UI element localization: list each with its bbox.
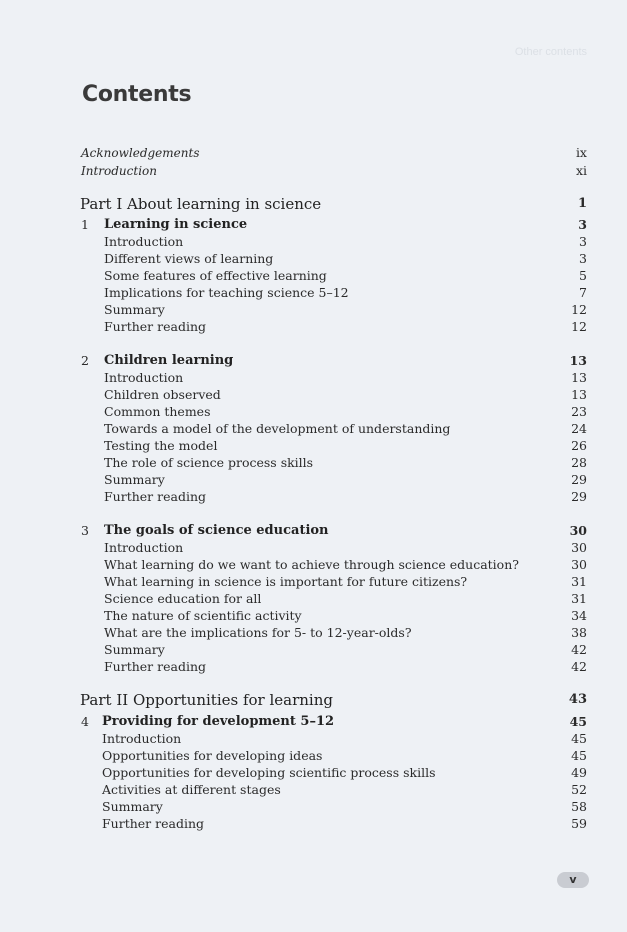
- section-title: The nature of scientific activity: [104, 608, 302, 623]
- chapter-title: Providing for development 5–12: [102, 714, 335, 729]
- section-page: 30: [571, 557, 587, 572]
- section-title: Children observed: [104, 387, 221, 402]
- toc-entry-label: Introduction: [81, 164, 157, 178]
- toc-chapter-3[interactable]: [0, 522, 627, 540]
- section-title: What learning in science is important for future citizens?: [104, 574, 468, 589]
- chapter-title: The goals of science education: [104, 523, 329, 538]
- section-title: Common themes: [104, 404, 211, 419]
- section-page: 45: [571, 748, 587, 763]
- section-title: Some features of effective learning: [104, 268, 327, 283]
- toc-part-label: Part II Opportunities for learning: [80, 691, 333, 709]
- section-page: 3: [579, 234, 587, 249]
- toc-chapter-2[interactable]: [0, 352, 627, 370]
- section-page: 24: [571, 421, 587, 436]
- section-page: 28: [571, 455, 587, 470]
- chapter-number: 1: [81, 217, 89, 232]
- section-page: 31: [571, 591, 587, 606]
- section-title: Introduction: [102, 731, 182, 746]
- section-title: Further reading: [104, 319, 206, 334]
- section-title: Introduction: [104, 370, 184, 385]
- chapter-number: 3: [81, 523, 89, 538]
- toc-section[interactable]: [0, 607, 627, 625]
- section-page: 42: [571, 642, 587, 657]
- section-page: 7: [579, 285, 587, 300]
- section-page: 30: [571, 540, 587, 555]
- section-title: Testing the model: [104, 438, 218, 453]
- toc-part-page: 1: [577, 196, 587, 211]
- section-page: 12: [571, 319, 587, 334]
- chapter-title: Children learning: [104, 353, 234, 368]
- toc-entry-introduction[interactable]: [0, 162, 627, 180]
- toc-section[interactable]: [0, 624, 627, 642]
- toc-section[interactable]: [0, 250, 627, 268]
- section-title: Different views of learning: [104, 251, 274, 266]
- toc-section[interactable]: [0, 641, 627, 659]
- toc-section[interactable]: [0, 267, 627, 285]
- toc-part-2[interactable]: [0, 691, 627, 709]
- toc-section[interactable]: [0, 573, 627, 591]
- section-title: Summary: [104, 472, 165, 487]
- section-page: 45: [571, 731, 587, 746]
- section-title: Towards a model of the development of understanding: [104, 421, 451, 436]
- section-title: Summary: [104, 302, 165, 317]
- toc-part-page: 43: [568, 692, 587, 707]
- toc-section[interactable]: [0, 437, 627, 455]
- toc-section[interactable]: [0, 318, 627, 336]
- toc-section[interactable]: [0, 403, 627, 421]
- section-page: 42: [571, 659, 587, 674]
- section-page: 58: [571, 799, 587, 814]
- section-page: 12: [571, 302, 587, 317]
- section-page: 23: [571, 404, 587, 419]
- section-title: Science education for all: [104, 591, 262, 606]
- section-page: 49: [571, 765, 587, 780]
- chapter-page: 45: [569, 714, 587, 729]
- chapter-number: 2: [81, 353, 89, 368]
- toc-section[interactable]: [0, 284, 627, 302]
- section-title: Summary: [104, 642, 165, 657]
- toc-section[interactable]: [0, 488, 627, 506]
- section-page: 59: [571, 816, 587, 831]
- toc-section[interactable]: [0, 556, 627, 574]
- section-page: 52: [571, 782, 587, 797]
- toc-part-label: Part I About learning in science: [80, 195, 322, 213]
- toc-section[interactable]: [0, 747, 627, 765]
- toc-section[interactable]: [0, 386, 627, 404]
- toc-part-1[interactable]: [0, 195, 627, 213]
- toc-entry-page: ix: [575, 145, 587, 160]
- chapter-number: 4: [81, 714, 89, 729]
- toc-entry-label: Acknowledgements: [81, 146, 200, 160]
- page-title: Contents: [82, 82, 192, 107]
- chapter-page: 13: [569, 353, 587, 368]
- toc-section[interactable]: [0, 590, 627, 608]
- toc-section[interactable]: [0, 798, 627, 816]
- section-page: 34: [571, 608, 587, 623]
- toc-section[interactable]: [0, 301, 627, 319]
- chapter-page: 30: [569, 523, 587, 538]
- show-through-header: Other contents: [514, 46, 587, 58]
- toc-section[interactable]: [0, 454, 627, 472]
- section-title: Introduction: [104, 234, 184, 249]
- chapter-title: Learning in science: [104, 217, 248, 232]
- section-title: Implications for teaching science 5–12: [104, 285, 349, 300]
- toc-section[interactable]: [0, 764, 627, 782]
- toc-section[interactable]: [0, 781, 627, 799]
- toc-chapter-4[interactable]: [0, 713, 627, 731]
- section-title: What are the implications for 5- to 12-year-olds?: [104, 625, 412, 640]
- section-title: What learning do we want to achieve through science education?: [104, 557, 519, 572]
- toc-section[interactable]: [0, 539, 627, 557]
- section-page: 5: [579, 268, 587, 283]
- section-title: The role of science process skills: [104, 455, 314, 470]
- section-title: Summary: [102, 799, 163, 814]
- toc-section[interactable]: [0, 420, 627, 438]
- section-title: Introduction: [104, 540, 184, 555]
- toc-section[interactable]: [0, 369, 627, 387]
- section-page: 38: [571, 625, 587, 640]
- section-page: 13: [571, 370, 587, 385]
- toc-section[interactable]: [0, 730, 627, 748]
- section-page: 3: [579, 251, 587, 266]
- section-title: Further reading: [104, 489, 206, 504]
- section-title: Opportunities for developing scientific process skills: [102, 765, 436, 780]
- toc-entry-acknowledgements[interactable]: [0, 144, 627, 162]
- toc-chapter-1[interactable]: [0, 216, 627, 234]
- page-number-badge: v: [557, 872, 589, 888]
- section-page: 29: [571, 472, 587, 487]
- section-title: Further reading: [104, 659, 206, 674]
- section-page: 29: [571, 489, 587, 504]
- section-page: 31: [571, 574, 587, 589]
- section-page: 26: [571, 438, 587, 453]
- section-title: Further reading: [102, 816, 204, 831]
- section-page: 13: [571, 387, 587, 402]
- toc-section[interactable]: [0, 233, 627, 251]
- toc-section[interactable]: [0, 815, 627, 833]
- toc-entry-page: xi: [575, 163, 587, 178]
- chapter-page: 3: [578, 217, 587, 232]
- section-title: Opportunities for developing ideas: [102, 748, 323, 763]
- toc-section[interactable]: [0, 658, 627, 676]
- section-title: Activities at different stages: [102, 782, 281, 797]
- toc-section[interactable]: [0, 471, 627, 489]
